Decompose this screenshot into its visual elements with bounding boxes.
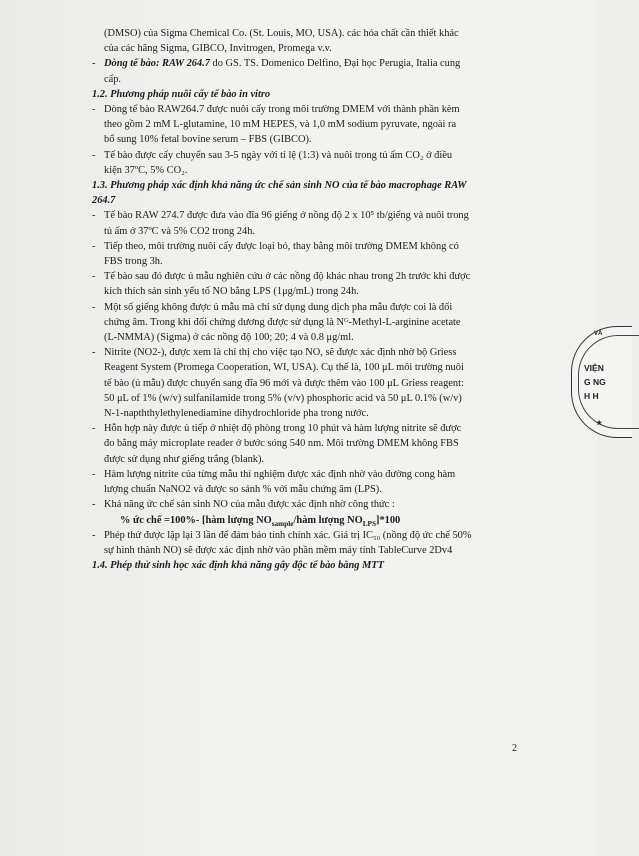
text-line: cấp.: [104, 73, 122, 85]
stamp-text: G NG: [584, 377, 606, 387]
bullet-item: [92, 421, 562, 436]
text-line: chứng âm. Trong khi đối chứng dương được sử dụng là Nᴳ-Methyl-L-arginine acetate: [104, 316, 461, 328]
text-line: Tế bào RAW 274.7 được đưa vào đĩa 96 giếng ở nồng độ 2 x 10⁵ tb/giếng và nuôi trong: [104, 210, 469, 222]
bullet-mark: -: [92, 210, 96, 222]
section-heading-1-3: 1.3. Phương pháp xác định khả năng ức chế sản sinh NO của tế bào macrophage RAW: [92, 180, 467, 192]
bullet-mark: -: [92, 301, 96, 313]
page-number: 2: [512, 743, 517, 754]
bullet-item: [92, 497, 562, 512]
bullet-item: [92, 345, 562, 360]
bullet-mark: -: [92, 149, 96, 161]
text-line: lượng chuẩn NaNO2 và được so sánh % với mẫu chứng âm (LPS).: [104, 484, 382, 496]
bullet-mark: -: [92, 271, 96, 283]
text-line: Dòng tế bào RAW264.7 được nuôi cấy trong môi trường DMEM với thành phần kèm: [104, 104, 460, 116]
stamp-text: VIỆN: [584, 363, 604, 373]
stamp-text: VÀ: [594, 331, 603, 337]
text-line: Phép thử được lặp lại 3 lần để đảm bảo tính chính xác. Giá trị IC₅₀ (nồng độ ức chế 50%: [104, 529, 472, 541]
text-line: Tế bào được cấy chuyển sau 3-5 ngày với tỉ lệ (1:3) và nuôi trong tủ ấm CO₂ ở điều: [104, 149, 453, 161]
bullet-mark: -: [92, 423, 96, 435]
text-line: (DMSO) của Sigma Chemical Co. (St. Louis, MO, USA). các hóa chất cần thiết khác: [104, 28, 459, 39]
text-line: kích thích sản sinh yếu tố NO bằng LPS (1μg/mL) trong 24h.: [104, 286, 359, 298]
text-line: Tiếp theo, môi trường nuôi cấy được loại bỏ, thay bằng môi trường DMEM không có: [104, 240, 459, 252]
bullet-item: [92, 300, 562, 315]
section-heading-1-3-cont: 264.7: [92, 195, 116, 207]
bullet-item: [92, 269, 562, 284]
text-line: Nitrite (NO2-), được xem là chỉ thị cho việc tạo NO, sẽ được xác định nhờ bộ Griess: [104, 347, 457, 359]
text-line: Khả năng ức chế sản sinh NO của mẫu được xác định nhờ công thức :: [104, 499, 395, 511]
bullet-item: [92, 467, 562, 482]
cell-line-label: Dòng tế bào: RAW 264.7: [104, 58, 210, 70]
bullet-item: [92, 239, 562, 254]
bullet-mark: -: [92, 529, 96, 541]
text-line: FBS trong 3h.: [104, 256, 163, 268]
bullet-item: [92, 56, 562, 71]
text-line: Hàm lượng nitrite của từng mẫu thí nghiệm được xác định nhờ vào đường cong hàm: [104, 468, 456, 480]
text-line: theo gồm 2 mM L-glutamine, 10 mM HEPES, và 1,0 mM sodium pyruvate, ngoài ra: [104, 119, 457, 131]
section-heading-1-2: 1.2. Phương pháp nuôi cấy tế bào in vitro: [92, 88, 271, 100]
text-line: Một số giếng không được ủ mẫu mà chỉ sử dụng dung dịch pha mẫu được coi là đối: [104, 301, 453, 313]
bullet-item: [92, 148, 562, 163]
text-line: bổ sung 10% fetal bovine serum – FBS (GIBCO).: [104, 134, 312, 146]
stamp-text: H H: [584, 391, 599, 401]
text-line: tủ ấm ở 37ºC và 5% CO2 trong 24h.: [104, 225, 255, 237]
bullet-mark: -: [92, 58, 96, 70]
document-body: [92, 26, 562, 573]
text-line: kiện 37ºC, 5% CO₂.: [104, 164, 188, 176]
text-line: của các hãng Sigma, GIBCO, Invitrogen, Promega v.v.: [104, 43, 332, 55]
inhibition-formula: % ức chế =100%- [hàm lượng $NO_{sample}$/hàm lượng $NO_{LPS}]*100$: [120, 514, 401, 528]
text-line: sự hình thành NO) sẽ được xác định nhờ vào phần mềm máy tính TableCurve 2Dv4: [104, 544, 453, 556]
text-line: Hỗn hợp này được ủ tiếp ở nhiệt độ phòng trong 10 phút và hàm lượng nitrite sẽ được: [104, 423, 462, 435]
bullet-item: [92, 528, 562, 543]
bullet-mark: -: [92, 104, 96, 116]
bullet-mark: -: [92, 468, 96, 480]
text-line: 50 μL of 1% (w/v) sulfanilamide trong 5% (v/v) phosphoric acid và 50 μL 0.1% (w/v): [104, 392, 462, 404]
bullet-item: [92, 102, 562, 117]
text-line: tế bào (ủ mẫu) được chuyển sang đĩa 96 mới và được thêm vào 100 μL Griess reagent:: [104, 377, 464, 389]
section-heading-1-4: 1.4. Phép thử sinh học xác định khả năng gây độc tế bào bằng MTT: [92, 560, 384, 572]
text-line: được sử dụng như giếng trắng (blank).: [104, 453, 265, 465]
institution-stamp: [571, 326, 632, 438]
text-line: N-1-napththylethylenediamine dihydrochloride pha trong nước.: [104, 408, 369, 420]
text-line: do GS. TS. Domenico Delfino, Đại học Perugia, Italia cung: [209, 58, 461, 70]
bullet-item: [92, 208, 562, 223]
text-line: đo bằng máy microplate reader ở bước sóng 540 nm. Môi trường DMEM không FBS: [104, 438, 459, 450]
bullet-mark: -: [92, 240, 96, 252]
bullet-mark: -: [92, 347, 96, 359]
bullet-mark: -: [92, 499, 96, 511]
text-line: Tế bào sau đó được ủ mẫu nghiên cứu ở các nồng độ khác nhau trong 2h trước khi được: [104, 271, 471, 283]
text-line: (L-NMMA) (Sigma) ở các nồng độ 100; 20; 4 và 0.8 μg/ml.: [104, 332, 354, 344]
text-line: Reagent System (Promega Cooperation, WI, USA). Cụ thể là, 100 μL môi trường nuôi: [104, 362, 464, 374]
star-icon: ★: [596, 420, 603, 427]
